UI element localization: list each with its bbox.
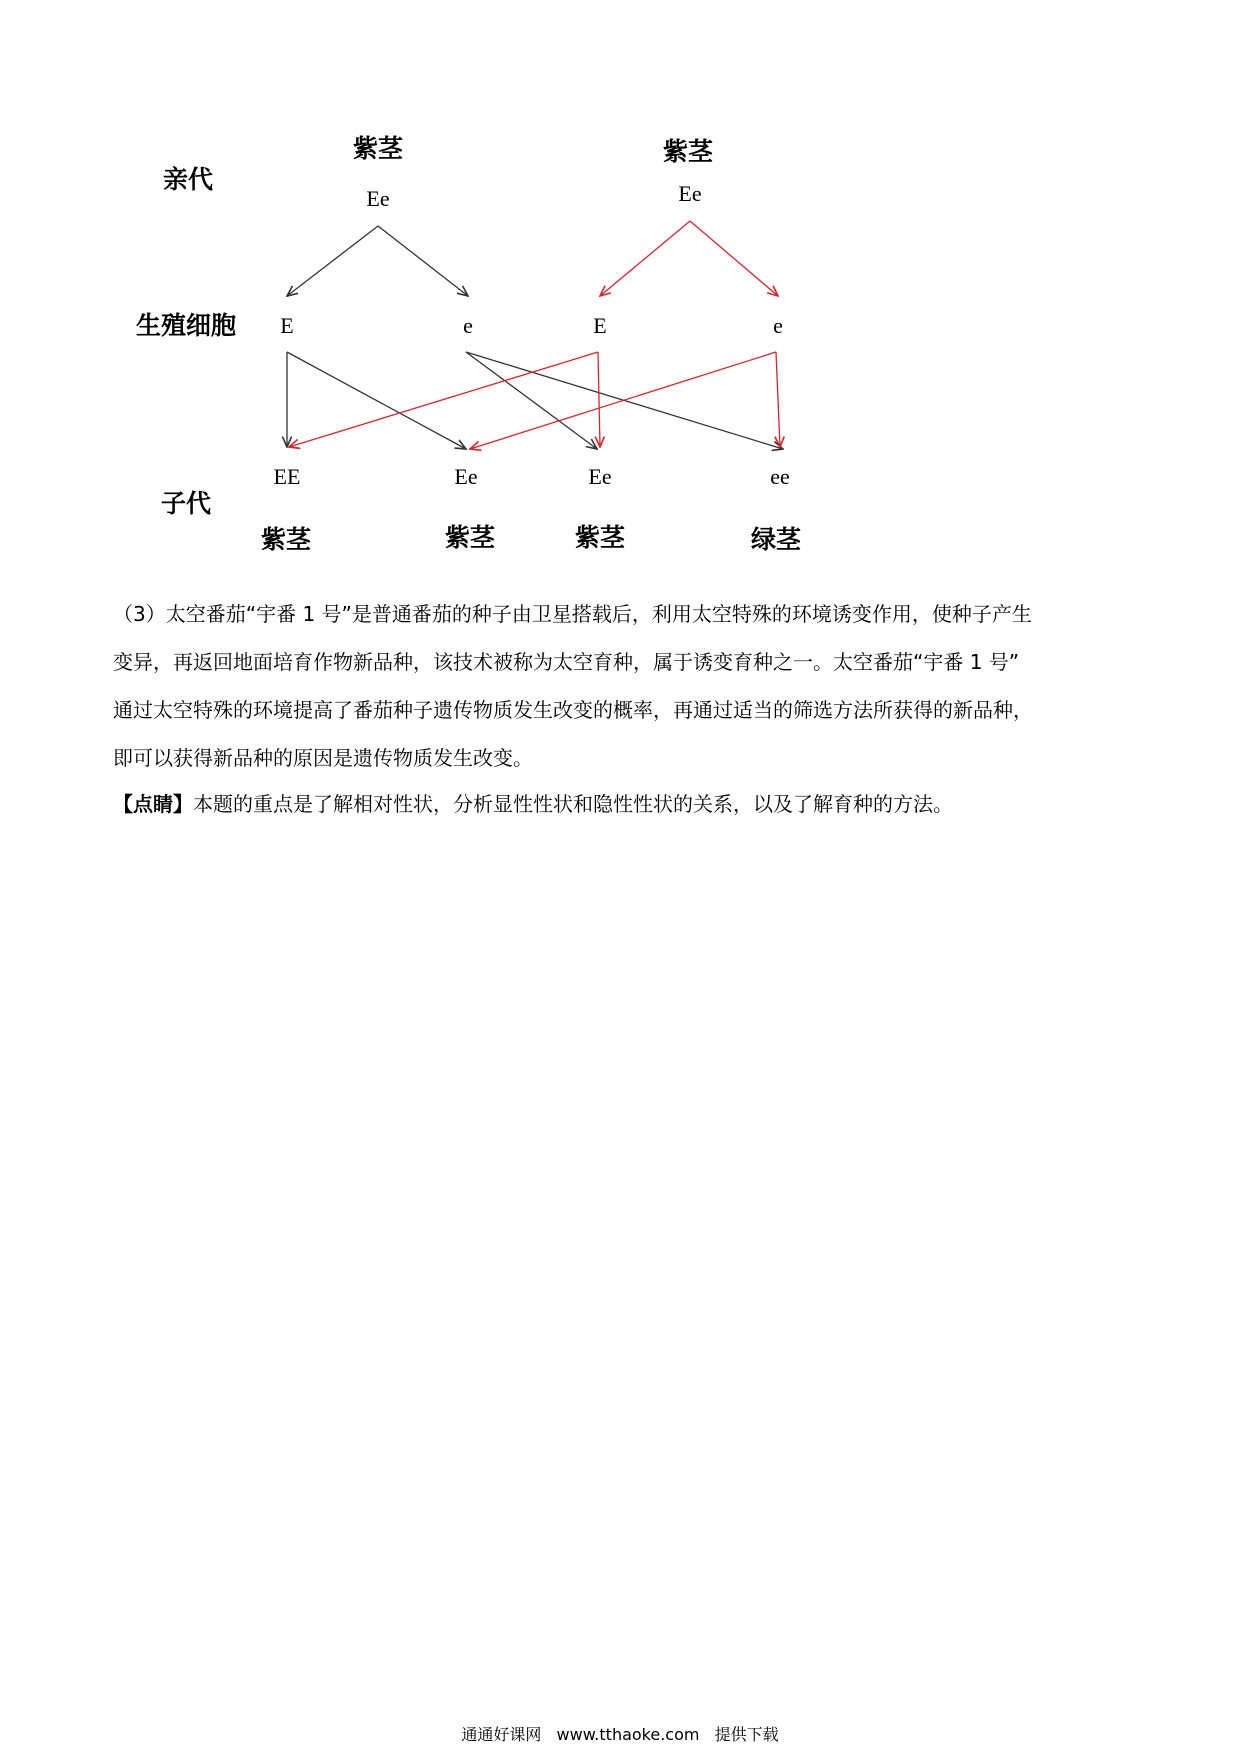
row-label-offspring: 子代 xyxy=(161,489,212,518)
gamete-3: E xyxy=(593,313,607,338)
offspring-2-phenotype: 紫茎 xyxy=(444,523,496,552)
page-footer xyxy=(0,1722,1240,1745)
arrow-parent2-to-e xyxy=(690,221,778,296)
gamete-2: e xyxy=(463,313,473,338)
arrow-e2-to-Ee xyxy=(470,352,776,449)
row-label-parent: 亲代 xyxy=(163,165,214,194)
explanation-line-1: （3）太空番茄“宇番 1 号”是普通番茄的种子由卫星搭载后，利用太空特殊的环境诱变作用，使种子产生 xyxy=(113,602,1032,626)
offspring-2-genotype: Ee xyxy=(454,464,478,489)
offspring-3-phenotype: 紫茎 xyxy=(574,523,626,552)
parent-2-genotype: Ee xyxy=(678,181,702,206)
arrow-E2-to-EE xyxy=(289,352,598,447)
footer-site-name: 通通好课网 xyxy=(461,1725,542,1744)
footer-url[interactable]: www.tthaoke.com xyxy=(556,1725,700,1744)
arrow-E2-to-Ee xyxy=(598,352,600,447)
offspring-4-phenotype: 绿茎 xyxy=(750,525,802,554)
offspring-3-genotype: Ee xyxy=(588,464,612,489)
gamete-4: e xyxy=(773,313,783,338)
arrow-parent2-to-E xyxy=(600,221,690,296)
arrow-e2-to-ee xyxy=(776,352,780,447)
arrow-parent1-to-e xyxy=(378,226,468,296)
arrow-parent1-to-E xyxy=(287,226,378,296)
genetic-cross-diagram xyxy=(0,0,1240,580)
explanation-line-4: 即可以获得新品种的原因是遗传物质发生改变。 xyxy=(113,746,533,770)
key-point-note xyxy=(113,780,1133,828)
footer-suffix: 提供下载 xyxy=(714,1725,779,1744)
offspring-4-genotype: ee xyxy=(770,464,790,489)
row-label-gamete: 生殖细胞 xyxy=(136,311,237,340)
arrow-e-to-Ee xyxy=(466,352,597,449)
parent-2-phenotype: 紫茎 xyxy=(662,137,714,166)
offspring-1-phenotype: 紫茎 xyxy=(260,525,312,554)
key-point-text: 本题的重点是了解相对性状，分析显性性状和隐性性状的关系，以及了解育种的方法。 xyxy=(193,792,953,816)
parent-1-phenotype: 紫茎 xyxy=(352,134,404,163)
explanation-line-2: 变异，再返回地面培育作物新品种，该技术被称为太空育种，属于诱变育种之一。太空番茄“宇番 1 号” xyxy=(113,650,1020,674)
parent-1-genotype: Ee xyxy=(366,186,390,211)
explanation-line-3: 通过太空特殊的环境提高了番茄种子遗传物质发生改变的概率，再通过适当的筛选方法所获得的新品种， xyxy=(113,698,1033,722)
key-point-tag: 【点睛】 xyxy=(113,792,193,816)
explanation-paragraph xyxy=(113,590,1133,782)
gamete-1: E xyxy=(280,313,294,338)
offspring-1-genotype: EE xyxy=(273,464,301,489)
